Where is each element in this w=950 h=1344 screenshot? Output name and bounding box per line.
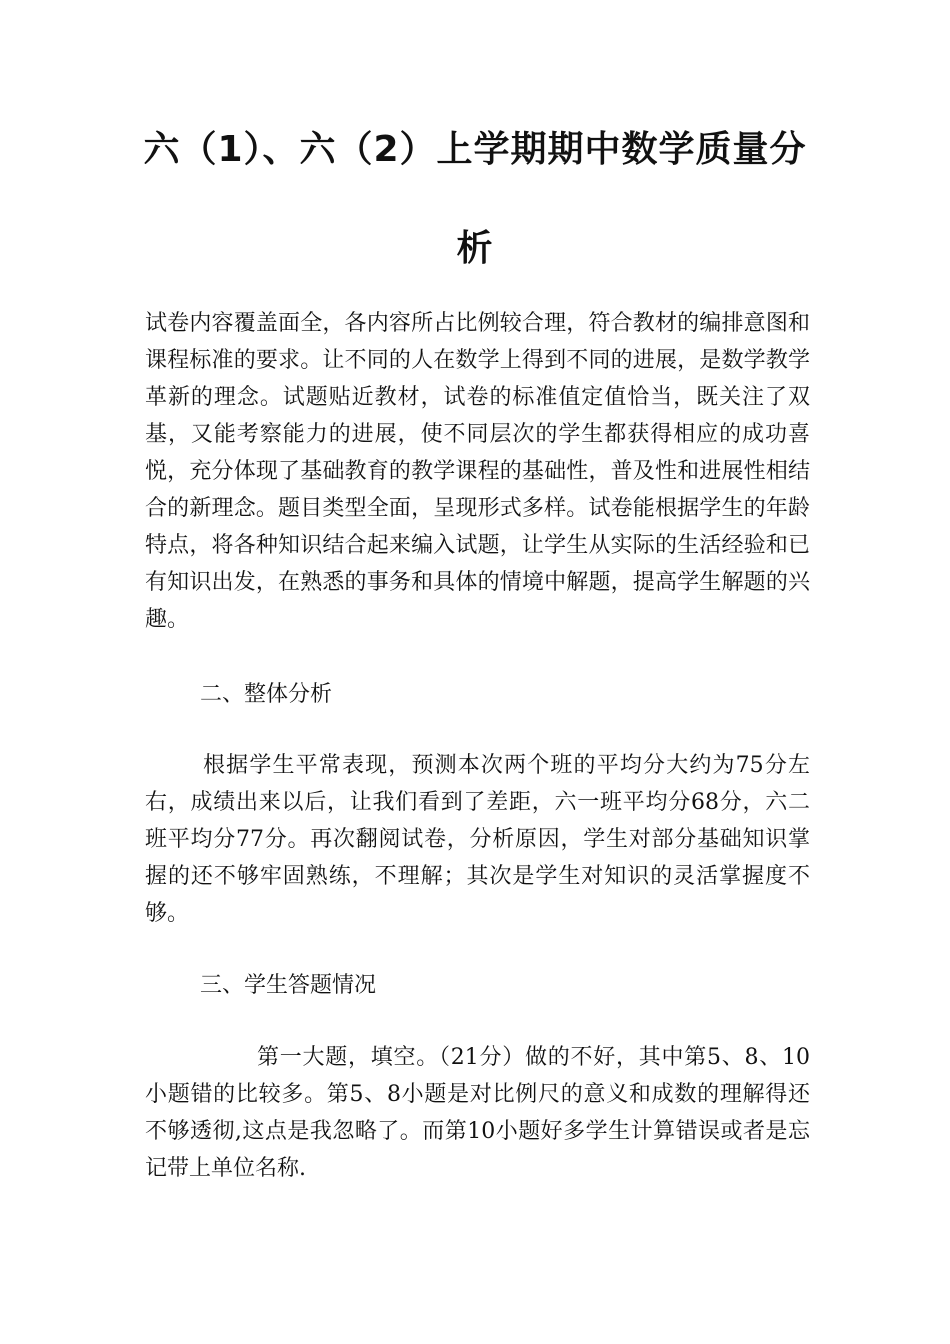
document-title-line-2: 析 [456, 228, 494, 269]
section-2-heading: 二、整体分析 [200, 682, 333, 707]
document-title-line-1: 六（1）、六（2）上学期期中数学质量分 [143, 129, 807, 170]
intro-paragraph: 试卷内容覆盖面全，各内容所占比例较合理，符合教材的编排意图和课程标准的要求。让不同的人在数学上得到不同的进展，是数学教学革新的理念。试题贴近教材，试卷的标准值定值恰当，既关注了双基，又能考察能力的进展，使不同层次的学生都获得相应的成功喜悦，充分体现了基础教育的教学课程的基础性，普及性和进展性相结合的新理念。题目类型全面，呈现形式多样。试卷能根据学生的年龄特点，将各种知识结合起来编入试题，让学生从实际的生活经验和已有知识出发，在熟悉的事务和具体的情境中解题，提高学生解题的兴趣。 [145, 311, 810, 632]
section-2-paragraph: 根据学生平常表现，预测本次两个班的平均分大约为75分左右，成绩出来以后，让我们看到了差距，六一班平均分68分，六二班平均分77分。再次翻阅试卷，分析原因，学生对部分基础知识掌握的还不够牢固熟练，不理解；其次是学生对知识的灵活掌握度不够。 [145, 753, 810, 926]
section-3-paragraph: 第一大题，填空。（21分）做的不好，其中第5、8、10小题错的比较多。第5、8小题是对比例尺的意义和成数的理解得还不够透彻,这点是我忽略了。而第10小题好多学生计算错误或者是忘记带上单位名称. [145, 1045, 810, 1181]
section-3-heading: 三、学生答题情况 [200, 973, 377, 998]
